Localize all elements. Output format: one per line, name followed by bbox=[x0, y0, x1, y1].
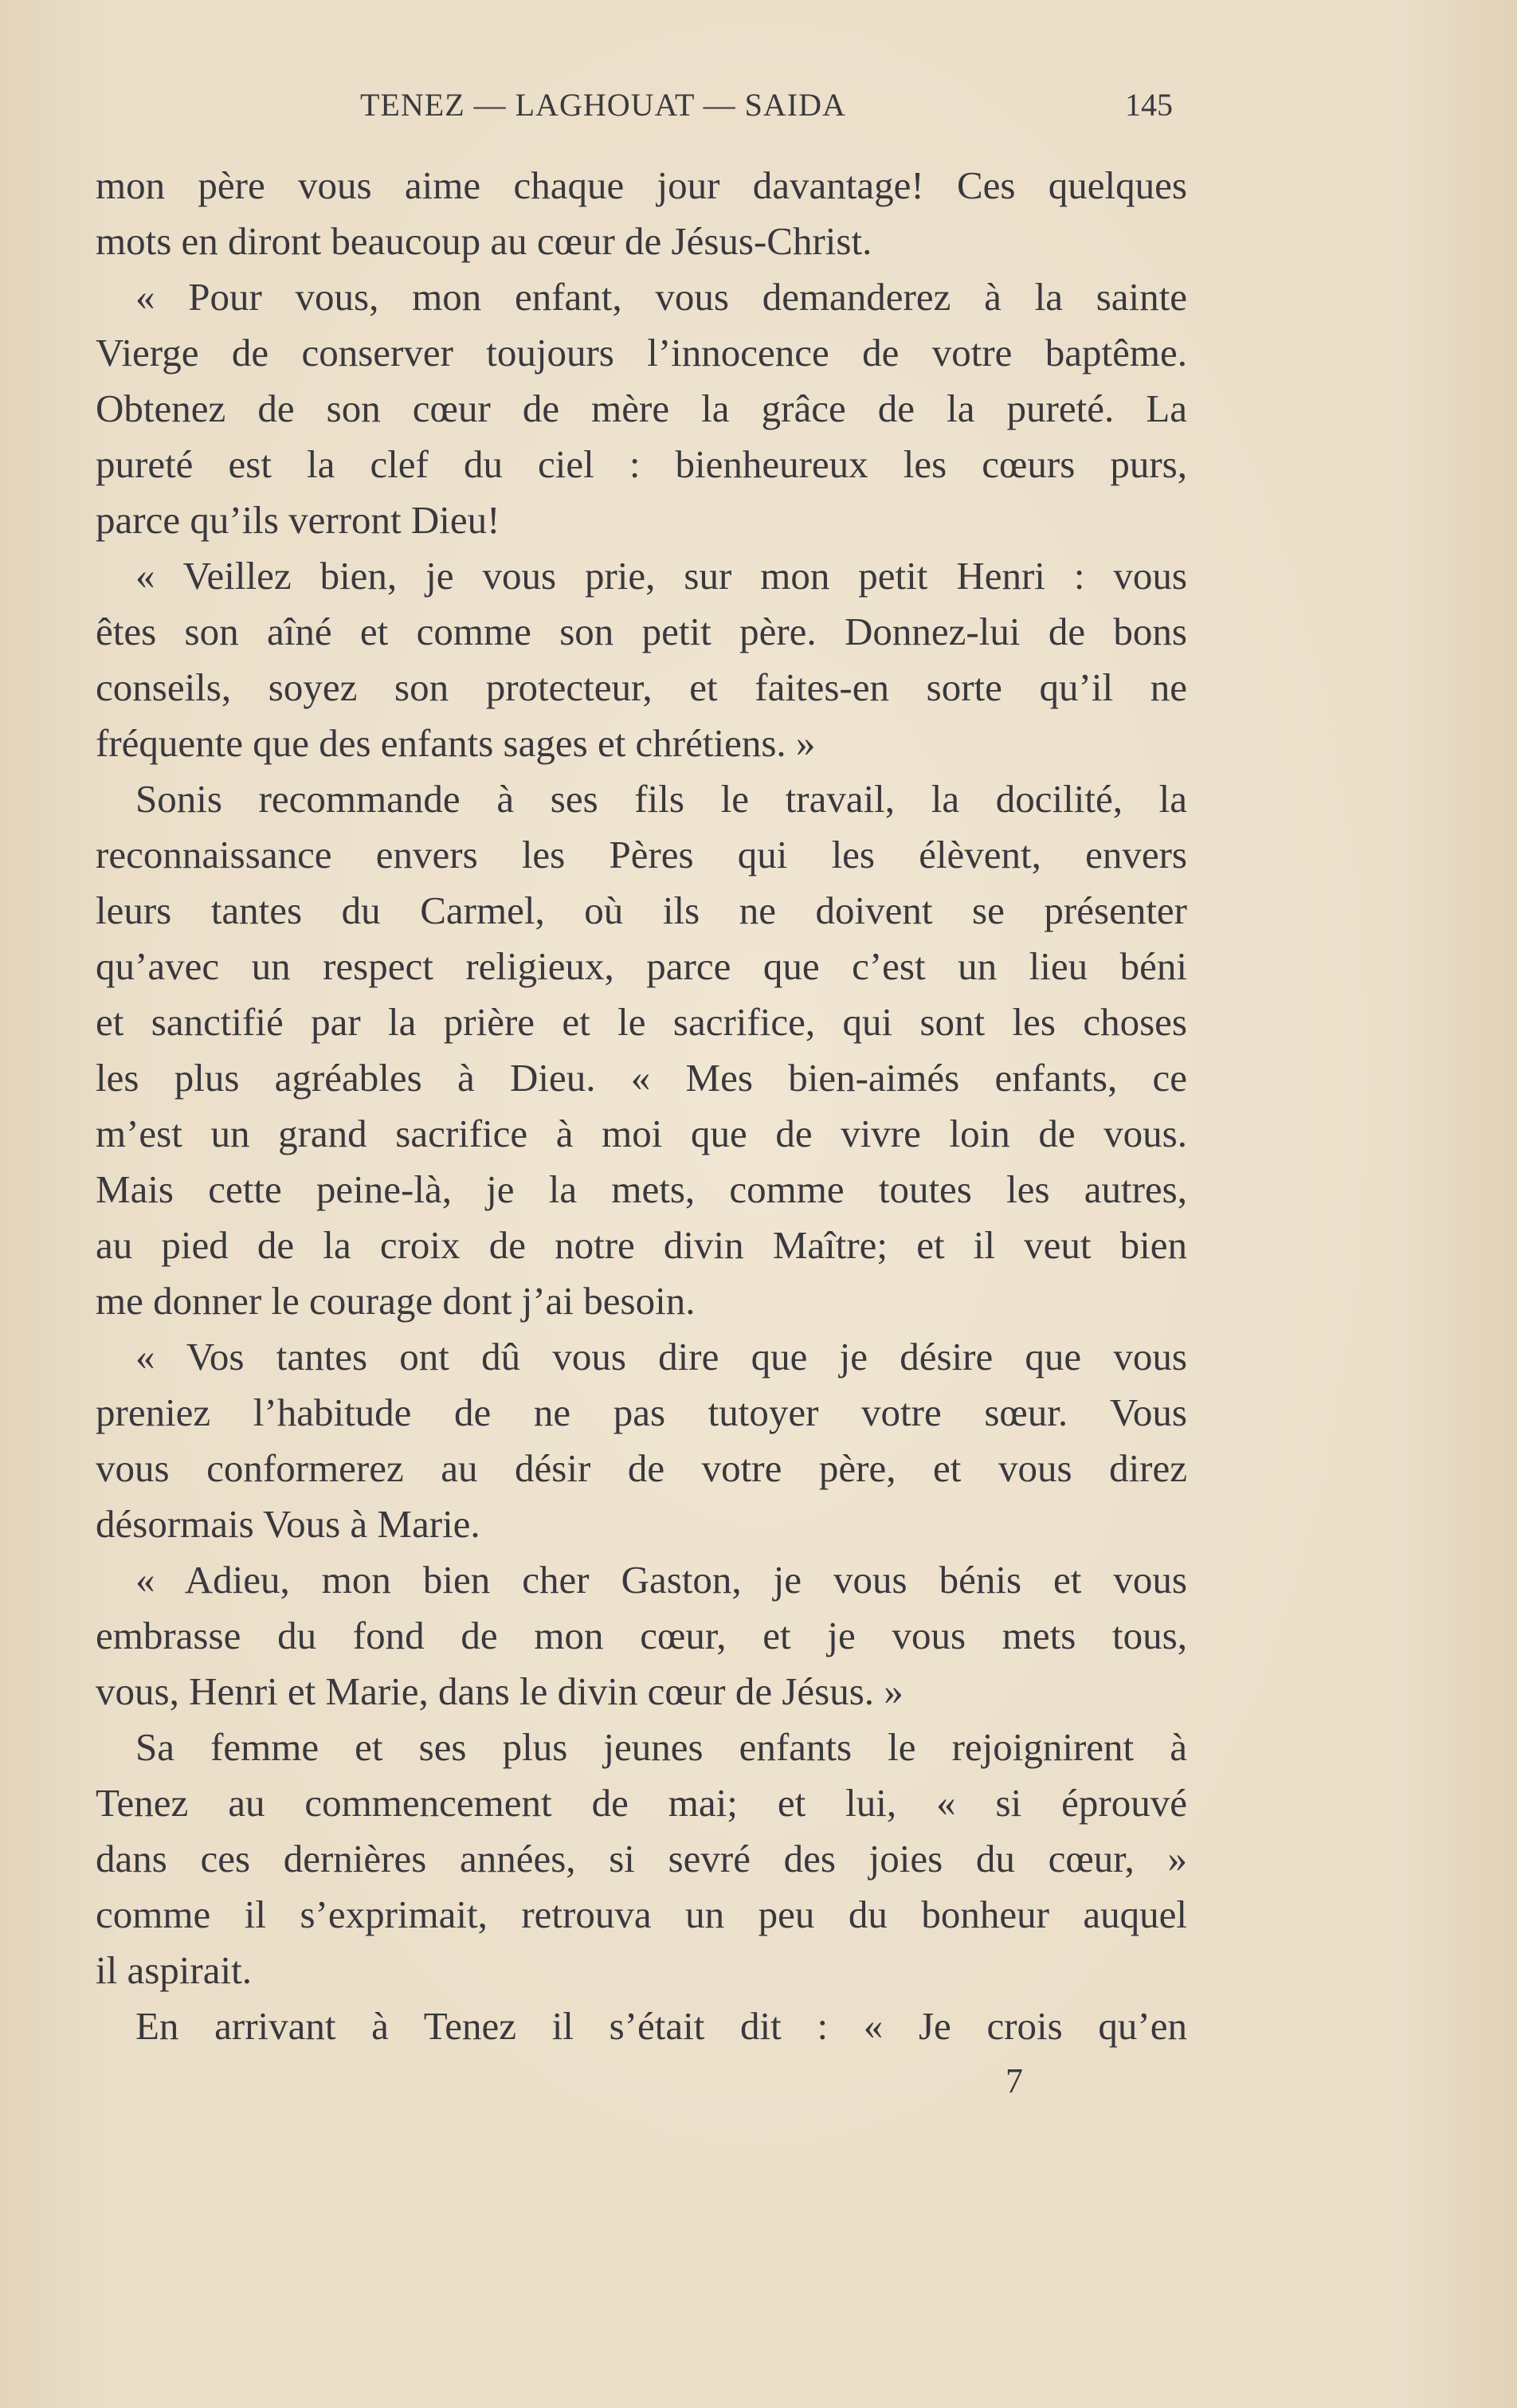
text-line: fréquente que des enfants sages et chrétiens. » bbox=[96, 721, 816, 765]
text-line: dans ces dernières années, si sevré des joies du cœur, » bbox=[96, 1837, 1187, 1881]
text-line: « Veillez bien, je vous prie, sur mon petit Henri : vous bbox=[135, 554, 1187, 598]
text-line: vous conformerez au désir de votre père, et vous direz bbox=[96, 1446, 1187, 1490]
signature-mark: 7 bbox=[1005, 2061, 1023, 2100]
text-line: vous, Henri et Marie, dans le divin cœur de Jésus. » bbox=[96, 1669, 904, 1713]
text-line: parce qu’ils verront Dieu! bbox=[96, 498, 500, 542]
text-line: mots en diront beaucoup au cœur de Jésus-Christ. bbox=[96, 219, 872, 263]
text-line: embrasse du fond de mon cœur, et je vous mets tous, bbox=[96, 1614, 1187, 1657]
text-line: m’est un grand sacrifice à moi que de vivre loin de vous. bbox=[96, 1112, 1187, 1155]
text-line: « Adieu, mon bien cher Gaston, je vous bénis et vous bbox=[135, 1558, 1187, 1602]
text-line: En arrivant à Tenez il s’était dit : « Je crois qu’en bbox=[135, 2004, 1187, 2048]
text-line: au pied de la croix de notre divin Maître; et il veut bien bbox=[96, 1223, 1187, 1267]
text-line: et sanctifié par la prière et le sacrifice, qui sont les choses bbox=[96, 1000, 1187, 1044]
text-line: Sa femme et ses plus jeunes enfants le rejoignirent à bbox=[135, 1725, 1187, 1769]
text-line: leurs tantes du Carmel, où ils ne doivent se présenter bbox=[96, 888, 1187, 932]
text-line: Sonis recommande à ses fils le travail, la docilité, la bbox=[135, 777, 1187, 821]
text-line: preniez l’habitude de ne pas tutoyer votre sœur. Vous bbox=[96, 1390, 1187, 1434]
text-line: mon père vous aime chaque jour davantage! Ces quelques bbox=[96, 163, 1187, 207]
text-line: comme il s’exprimait, retrouva un peu du bonheur auquel bbox=[96, 1892, 1187, 1936]
text-line: Vierge de conserver toujours l’innocence de votre baptême. bbox=[96, 331, 1187, 375]
text-line: conseils, soyez son protecteur, et faites-en sorte qu’il ne bbox=[96, 665, 1187, 709]
text-line: Obtenez de son cœur de mère la grâce de la pureté. La bbox=[96, 386, 1187, 430]
text-line: êtes son aîné et comme son petit père. Donnez-lui de bons bbox=[96, 610, 1187, 653]
running-head: TENEZ — LAGHOUAT — SAIDA bbox=[360, 87, 846, 123]
text-line: reconnaissance envers les Pères qui les élèvent, envers bbox=[96, 833, 1187, 877]
text-line: les plus agréables à Dieu. « Mes bien-aimés enfants, ce bbox=[96, 1056, 1187, 1100]
body-text bbox=[96, 158, 1187, 2054]
text-line: me donner le courage dont j’ai besoin. bbox=[96, 1279, 696, 1323]
text-line: « Pour vous, mon enfant, vous demanderez à la sainte bbox=[135, 275, 1187, 319]
text-line: « Vos tantes ont dû vous dire que je désire que vous bbox=[135, 1335, 1187, 1379]
text-line: Tenez au commencement de mai; et lui, « si éprouvé bbox=[96, 1781, 1187, 1825]
text-line: désormais Vous à Marie. bbox=[96, 1502, 480, 1546]
text-line: pureté est la clef du ciel : bienheureux les cœurs purs, bbox=[96, 442, 1187, 486]
text-line: il aspirait. bbox=[96, 1948, 252, 1992]
text-line: qu’avec un respect religieux, parce que c’est un lieu béni bbox=[96, 944, 1187, 988]
text-line: Mais cette peine-là, je la mets, comme toutes les autres, bbox=[96, 1167, 1187, 1211]
page-number: 145 bbox=[1125, 87, 1173, 123]
